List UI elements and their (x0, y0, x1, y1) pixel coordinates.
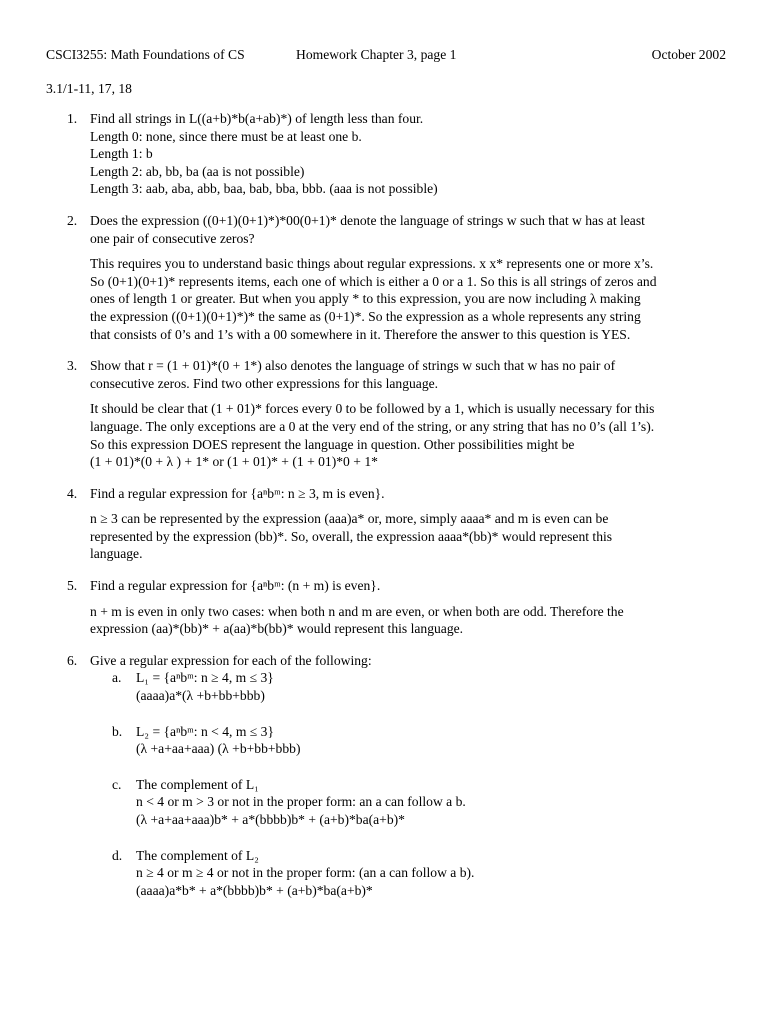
answer-line: Length 0: none, since there must be at least one b. (90, 128, 362, 144)
document-date: October 2002 (651, 47, 726, 62)
problem-number: 1. (67, 111, 78, 126)
problem-number: 5. (67, 578, 78, 594)
subpart-list (90, 669, 736, 899)
subpart-line: L₁ = {aⁿbᵐ: n ≥ 4, m ≤ 3} (136, 670, 274, 686)
answer-paragraph (90, 510, 736, 563)
subpart-line: (aaaa)a*(λ +b+bb+bbb) (136, 688, 265, 704)
subpart-b (90, 723, 736, 758)
subpart-letter: d. (112, 847, 123, 863)
assigned-sections: 3.1/1-11, 17, 18 (46, 81, 132, 96)
subpart-d (90, 847, 736, 900)
subpart-line: (aaaa)a*b* + a*(bbbb)b* + (a+b)*ba(a+b)* (136, 882, 373, 898)
question-line: Find all strings in L((a+b)*b(a+ab)*) of length less than four. (90, 111, 424, 126)
answer-line: n + m is even in only two cases: when both n and m are even, or when both are odd. Therefore the (90, 603, 624, 619)
problem-6 (46, 652, 736, 900)
subpart-line: The complement of L₁ (136, 776, 259, 792)
problem-number: 2. (67, 212, 78, 228)
answer-paragraph (90, 603, 736, 638)
answer-line: language. The only exceptions are a 0 at the very end of the string, or any string that has no 0’s (all 1’s). (90, 418, 655, 434)
question-line: one pair of consecutive zeros? (90, 230, 255, 246)
problem-number: 4. (67, 485, 78, 501)
problem-list (46, 110, 736, 913)
answer-paragraph (90, 400, 736, 470)
document-title: Homework Chapter 3, page 1 (296, 47, 457, 62)
subpart-line: n < 4 or m > 3 or not in the proper form: an a can follow a b. (136, 794, 466, 810)
subpart-letter: c. (112, 776, 122, 792)
question-line: Show that r = (1 + 01)*(0 + 1*) also denotes the language of strings w such that w has no pair of (90, 358, 616, 374)
problem-1 (46, 110, 736, 198)
answer-line: Length 3: aab, aba, abb, baa, bab, bba, bbb. (aaa is not possible) (90, 181, 438, 197)
answer-line: the expression ((0+1)(0+1)*)* the same as (0+1)*. So the expression as a whole represents any string (90, 308, 641, 324)
answer-line: that consists of 0’s and 1’s with a 00 somewhere in it. Therefore the answer to this question is YES. (90, 326, 631, 342)
subpart-a (90, 669, 736, 704)
answer-line: represented by the expression (bb)*. So, overall, the expression aaaa*(bb)* would represent this (90, 528, 613, 544)
question-line: Does the expression ((0+1)(0+1)*)*00(0+1)* denote the language of strings w such that w has at least (90, 212, 645, 228)
answer-paragraph (90, 255, 736, 343)
answer-line: language. (90, 546, 143, 562)
subpart-letter: b. (112, 723, 123, 739)
answer-line: Length 1: b (90, 146, 153, 162)
answer-line: n ≥ 3 can be represented by the expression (aaa)a* or, more, simply aaaa* and m is even can be (90, 511, 609, 527)
subpart-line: The complement of L₂ (136, 847, 259, 863)
problem-4 (46, 485, 736, 563)
question-line: Find a regular expression for {aⁿbᵐ: n ≥ 3, m is even}. (90, 485, 385, 501)
question-line: consecutive zeros. Find two other expressions for this language. (90, 375, 439, 391)
answer-line: ones of length 1 or greater. But when you apply * to this expression, you are now including λ making (90, 291, 641, 307)
answer-line: So (0+1)(0+1)* represents items, each one of which is either a 0 or a 1. So this is all strings of zeros and (90, 273, 657, 289)
answer-line: expression (aa)*(bb)* + a(aa)*b(bb)* would represent this language. (90, 621, 464, 637)
subpart-c (90, 776, 736, 829)
question-line: Find a regular expression for {aⁿbᵐ: (n + m) is even}. (90, 578, 381, 594)
question-line: Give a regular expression for each of the following: (90, 652, 372, 668)
problem-number: 3. (67, 358, 78, 374)
subpart-line: (λ +a+aa+aaa) (λ +b+bb+bbb) (136, 741, 301, 757)
subpart-letter: a. (112, 670, 122, 686)
problem-5 (46, 577, 736, 638)
subpart-line: L₂ = {aⁿbᵐ: n < 4, m ≤ 3} (136, 723, 274, 739)
answer-line: It should be clear that (1 + 01)* forces every 0 to be followed by a 1, which is usually necessary for this (90, 401, 655, 417)
answer-line: This requires you to understand basic things about regular expressions. x x* represents one or more x’s. (90, 256, 654, 272)
answer-line: (1 + 01)*(0 + λ ) + 1* or (1 + 01)* + (1 + 01)*0 + 1* (90, 454, 378, 470)
subpart-line: n ≥ 4 or m ≥ 4 or not in the proper form: (an a can follow a b). (136, 865, 475, 881)
problem-number: 6. (67, 652, 78, 668)
problem-3 (46, 357, 736, 471)
course-name: CSCI3255: Math Foundations of CS (46, 47, 245, 62)
problem-2 (46, 212, 736, 343)
answer-line: Length 2: ab, bb, ba (aa is not possible) (90, 163, 305, 179)
answer-line: So this expression DOES represent the language in question. Other possibilities might be (90, 436, 575, 452)
subpart-line: (λ +a+aa+aaa)b* + a*(bbbb)b* + (a+b)*ba(a+b)* (136, 812, 405, 827)
page-header (46, 46, 726, 64)
